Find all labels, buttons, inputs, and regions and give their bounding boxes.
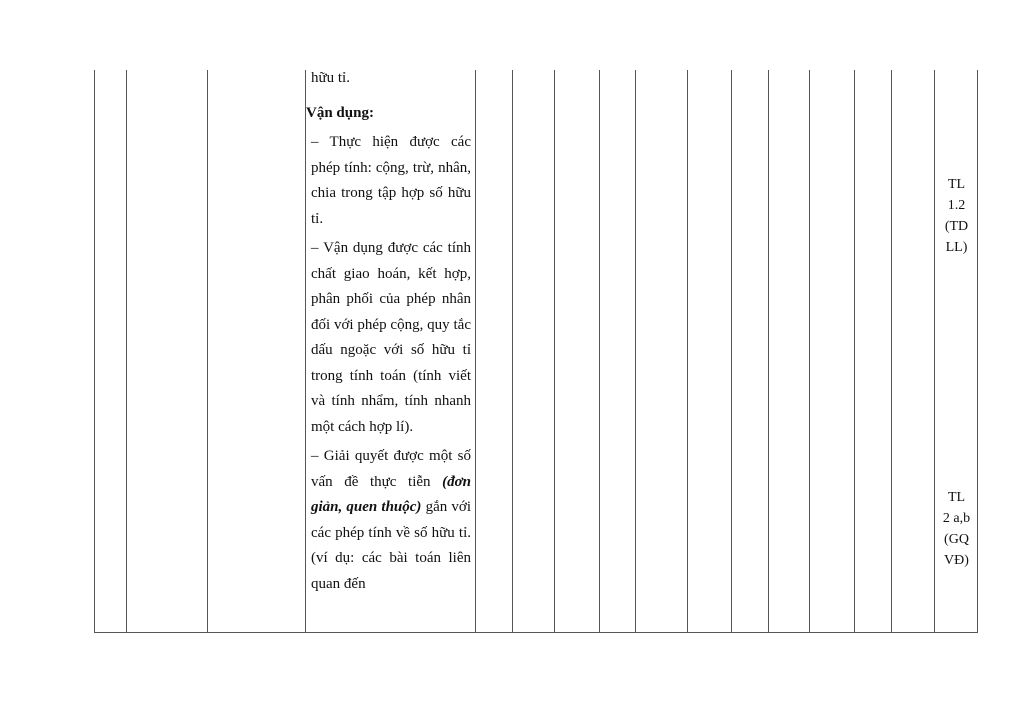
table-column-divider: [207, 70, 208, 633]
table-column-divider: [305, 70, 306, 633]
table-column-divider: [126, 70, 127, 633]
code-line: 1.2: [947, 198, 966, 213]
paragraph-text: gắn với các phép tính về số hữu tỉ. (ví dụ: các bài toán liên quan đến: [311, 499, 471, 592]
content-cell: [306, 66, 471, 597]
content-paragraph: – Vận dụng được các tính chất giao hoán, kết hợp, phân phối của phép nhân đối với phép cộng, quy tắc dấu ngoặc với số hữu tỉ trong tính toán (tính viết và tính nhẩm, tính nhanh một cách hợp lí).: [311, 240, 471, 435]
section-heading: Vận dụng:: [306, 104, 374, 121]
code-line: VĐ): [944, 553, 969, 568]
table-column-divider: [809, 70, 810, 633]
code-line: 2 a,b: [942, 511, 971, 526]
code-line: TL: [947, 490, 966, 505]
table-column-divider: [554, 70, 555, 633]
continued-line: hữu tỉ.: [311, 70, 350, 86]
table-bottom-border: [94, 632, 978, 633]
table-column-divider: [599, 70, 600, 633]
table-column-divider: [891, 70, 892, 633]
code-line: (GQ: [944, 532, 969, 547]
emphasis-text: (đơn giản, quen thuộc): [311, 473, 471, 515]
table-column-divider: [512, 70, 513, 633]
paragraph-text: – Giải quyết được một số vấn đề thực tiễn: [311, 448, 471, 490]
content-paragraph: – Thực hiện được các phép tính: cộng, trừ, nhân, chia trong tập hợp số hữu tỉ.: [311, 134, 471, 227]
table-column-divider: [475, 70, 476, 633]
table-column-divider: [635, 70, 636, 633]
table-column-divider: [768, 70, 769, 633]
table-column-divider: [687, 70, 688, 633]
code-line: LL): [945, 240, 968, 255]
table-column-divider: [731, 70, 732, 633]
table-column-divider: [854, 70, 855, 633]
code-line: TL: [947, 177, 966, 192]
content-paragraph: [311, 444, 471, 597]
question-code: [935, 487, 978, 571]
code-line: (TD: [944, 219, 969, 234]
table-column-divider: [94, 70, 95, 633]
question-code: [935, 174, 978, 258]
